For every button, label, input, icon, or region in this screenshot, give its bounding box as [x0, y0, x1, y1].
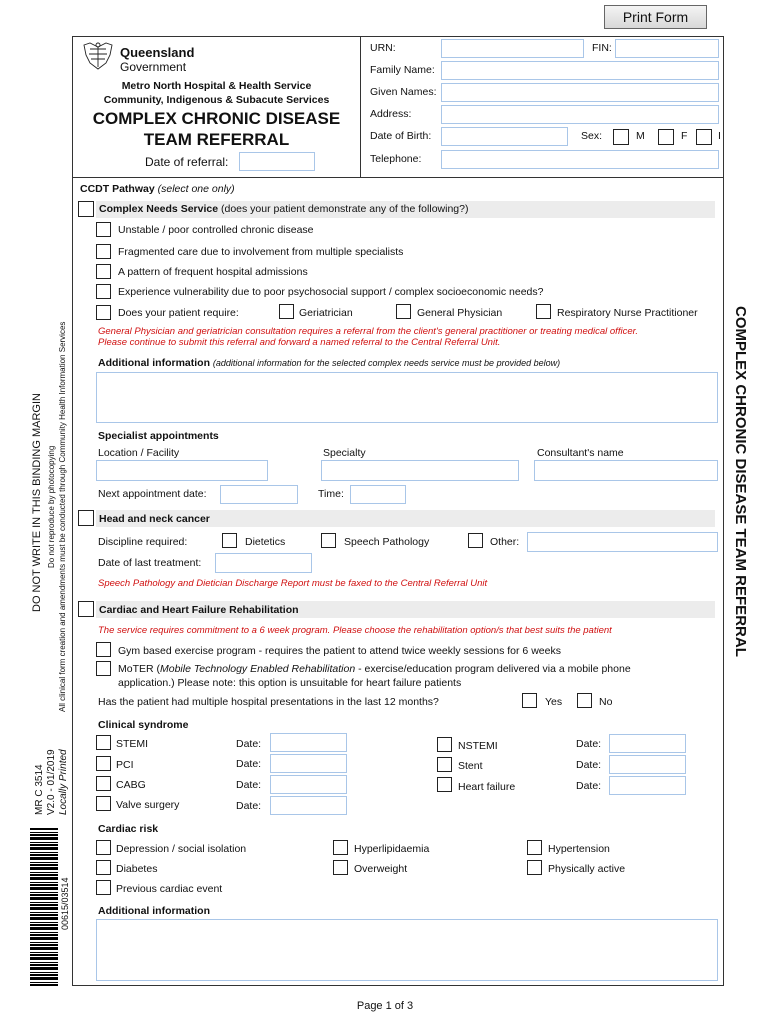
risk-checkbox[interactable]: [96, 880, 111, 895]
date-label: Date:: [576, 759, 602, 771]
complex-item-checkbox[interactable]: [96, 244, 111, 259]
urn-field[interactable]: [441, 39, 584, 58]
risk-checkbox[interactable]: [527, 840, 542, 855]
sex-f-label: F: [681, 130, 688, 142]
header-divider: [72, 177, 724, 178]
sex-m-checkbox[interactable]: [613, 129, 629, 145]
syndrome-checkbox[interactable]: [96, 776, 111, 791]
complex-item-checkbox[interactable]: [96, 222, 111, 237]
consultant-label: Consultant's name: [537, 447, 624, 459]
address-label: Address:: [370, 108, 412, 120]
complex-needs-title: Complex Needs Service (does your patient demonstrate any of the following?): [99, 203, 469, 215]
risk-checkbox[interactable]: [527, 860, 542, 875]
cardiac-risk-heading: Cardiac risk: [98, 823, 159, 835]
complex-needs-checkbox[interactable]: [78, 201, 94, 217]
complex-note-1: General Physician and geriatrician consultation requires a referral from the client's general practitioner or treating medical officer.: [98, 326, 639, 337]
general-physician-checkbox[interactable]: [396, 304, 411, 319]
syndrome-label: Valve surgery: [116, 799, 180, 811]
clinical-syndrome-heading: Clinical syndrome: [98, 719, 189, 731]
date-label: Date:: [236, 800, 262, 812]
gym-checkbox[interactable]: [96, 642, 111, 657]
moter-checkbox[interactable]: [96, 661, 111, 676]
date-label: Date:: [576, 780, 602, 792]
risk-label: Overweight: [354, 863, 408, 875]
risk-checkbox[interactable]: [96, 840, 111, 855]
complex-addinfo-label: Additional information (additional information for the selected complex needs service must be provided below): [98, 357, 561, 369]
form-code: MR C 3514: [34, 764, 45, 815]
complex-item: Unstable / poor controlled chronic disease: [118, 224, 314, 236]
form-version: V2.0 - 01/2019: [46, 749, 57, 815]
geriatrician-checkbox[interactable]: [279, 304, 294, 319]
syndrome-date-field[interactable]: [609, 734, 686, 753]
risk-checkbox[interactable]: [333, 860, 348, 875]
telephone-label: Telephone:: [370, 153, 422, 165]
respiratory-np-checkbox[interactable]: [536, 304, 551, 319]
risk-label: Previous cardiac event: [116, 883, 223, 895]
date-label: Date:: [576, 738, 602, 750]
time-field[interactable]: [350, 485, 406, 504]
location-label: Location / Facility: [98, 447, 180, 459]
yes-label: Yes: [545, 696, 563, 708]
sex-i-label: I: [718, 130, 721, 142]
dob-field[interactable]: [441, 127, 568, 146]
family-name-label: Family Name:: [370, 64, 435, 76]
complex-note-2: Please continue to submit this referral and forward a named referral to the Central Referral Unit.: [98, 337, 501, 348]
next-appointment-field[interactable]: [220, 485, 298, 504]
risk-checkbox[interactable]: [333, 840, 348, 855]
yes-checkbox[interactable]: [522, 693, 537, 708]
telephone-field[interactable]: [441, 150, 719, 169]
address-field[interactable]: [441, 105, 719, 124]
barcode-number: 00615/03514: [60, 877, 70, 930]
sex-f-checkbox[interactable]: [658, 129, 674, 145]
org-queensland: Queensland: [120, 45, 195, 60]
syndrome-checkbox[interactable]: [96, 735, 111, 750]
complex-addinfo-field[interactable]: [96, 372, 718, 423]
syndrome-label: Stent: [458, 760, 483, 772]
dietetics-label: Dietetics: [245, 536, 286, 548]
ccdt-heading: CCDT Pathway (select one only): [80, 183, 235, 195]
other-label: Other:: [490, 536, 520, 548]
cardiac-title: Cardiac and Heart Failure Rehabilitation: [99, 604, 299, 616]
date-of-referral-field[interactable]: [239, 152, 315, 171]
sex-m-label: M: [636, 130, 645, 142]
date-label: Date:: [236, 758, 262, 770]
complex-require-label: Does your patient require:: [118, 307, 239, 319]
queensland-crest-icon: [80, 41, 116, 73]
locally-printed: Locally Printed: [58, 749, 69, 815]
given-names-label: Given Names:: [370, 86, 437, 98]
complex-item: Fragmented care due to involvement from multiple specialists: [118, 246, 404, 258]
other-checkbox[interactable]: [468, 533, 483, 548]
date-label: Date:: [236, 779, 262, 791]
syndrome-label: CABG: [116, 779, 146, 791]
syndrome-date-field[interactable]: [270, 775, 347, 794]
syndrome-checkbox[interactable]: [96, 796, 111, 811]
side-title: COMPLEX CHRONIC DISEASE TEAM REFERRAL: [732, 306, 749, 657]
next-appointment-label: Next appointment date:: [98, 488, 207, 500]
complex-require-checkbox[interactable]: [96, 305, 111, 320]
complex-item: Experience vulnerability due to poor psychosocial support / complex socioeconomic needs?: [118, 286, 544, 298]
cardiac-addinfo-label: Additional information: [98, 905, 210, 917]
org-government: Government: [120, 60, 187, 74]
time-label: Time:: [318, 488, 344, 500]
amendments-text: All clinical form creation and amendments must be conducted through Community Health Information Services: [58, 321, 67, 712]
risk-label: Diabetes: [116, 863, 158, 875]
syndrome-label: STEMI: [116, 738, 149, 750]
date-label: Date:: [236, 738, 262, 750]
other-field[interactable]: [527, 532, 718, 552]
head-neck-checkbox[interactable]: [78, 510, 94, 526]
risk-label: Hypertension: [548, 843, 610, 855]
consultant-field[interactable]: [534, 460, 718, 481]
speech-pathology-label: Speech Pathology: [344, 536, 430, 548]
syndrome-checkbox[interactable]: [96, 756, 111, 771]
form-title-line2: TEAM REFERRAL: [143, 130, 290, 149]
risk-label: Hyperlipidaemia: [354, 843, 430, 855]
cardiac-note: The service requires commitment to a 6 week program. Please choose the rehabilitation option/s that best suits the patient: [98, 625, 612, 636]
discipline-label: Discipline required:: [98, 536, 188, 548]
cardiac-addinfo-field[interactable]: [96, 919, 718, 981]
syndrome-date-field[interactable]: [270, 754, 347, 773]
page-number: Page 1 of 3: [356, 1000, 414, 1012]
speech-pathology-checkbox[interactable]: [321, 533, 336, 548]
fin-label: FIN:: [592, 42, 612, 54]
risk-checkbox[interactable]: [96, 860, 111, 875]
date-of-referral-label: Date of referral:: [145, 155, 229, 169]
services-name: Community, Indigenous & Subacute Services: [103, 94, 330, 106]
syndrome-date-field[interactable]: [609, 755, 686, 774]
specialty-label: Specialty: [323, 447, 366, 459]
urn-label: URN:: [370, 42, 396, 54]
dietetics-checkbox[interactable]: [222, 533, 237, 548]
print-form-button[interactable]: Print Form: [604, 5, 707, 29]
form-title-line1: COMPLEX CHRONIC DISEASE: [92, 109, 341, 128]
sex-label: Sex:: [581, 130, 603, 142]
location-field[interactable]: [96, 460, 268, 481]
complex-item-checkbox[interactable]: [96, 264, 111, 279]
risk-label: Physically active: [548, 863, 626, 875]
syndrome-date-field[interactable]: [270, 733, 347, 752]
last-treatment-label: Date of last treatment:: [98, 557, 202, 569]
no-label: No: [599, 696, 613, 708]
syndrome-checkbox[interactable]: [437, 757, 452, 772]
family-name-field[interactable]: [441, 61, 719, 80]
cardiac-checkbox[interactable]: [78, 601, 94, 617]
multi-presentations-label: Has the patient had multiple hospital presentations in the last 12 months?: [98, 696, 439, 708]
fin-field[interactable]: [615, 39, 719, 58]
geriatrician-label: Geriatrician: [299, 307, 353, 319]
hospital-name: Metro North Hospital & Health Service: [121, 80, 312, 92]
syndrome-label: Heart failure: [458, 781, 516, 793]
dob-label: Date of Birth:: [370, 130, 432, 142]
moter-label-2: application.) Please note: this option is unsuitable for heart failure patients: [118, 677, 462, 689]
complex-item-checkbox[interactable]: [96, 284, 111, 299]
general-physician-label: General Physician: [417, 307, 503, 319]
risk-label: Depression / social isolation: [116, 843, 247, 855]
no-checkbox[interactable]: [577, 693, 592, 708]
syndrome-checkbox[interactable]: [437, 737, 452, 752]
specialist-heading: Specialist appointments: [98, 430, 219, 442]
syndrome-label: PCI: [116, 759, 134, 771]
syndrome-label: NSTEMI: [458, 740, 498, 752]
complex-item: A pattern of frequent hospital admissions: [118, 266, 308, 278]
last-treatment-field[interactable]: [215, 553, 312, 573]
syndrome-date-field[interactable]: [270, 796, 347, 815]
specialty-field[interactable]: [321, 460, 519, 481]
syndrome-checkbox[interactable]: [437, 777, 452, 792]
respiratory-np-label: Respiratory Nurse Practitioner: [557, 307, 698, 319]
gym-label: Gym based exercise program - requires the patient to attend twice weekly sessions for 6 weeks: [118, 645, 561, 657]
given-names-field[interactable]: [441, 83, 719, 102]
photocopy-text: Do not reproduce by photocopying: [47, 445, 56, 568]
headneck-note: Speech Pathology and Dietician Discharge Report must be faxed to the Central Referral Unit: [98, 578, 488, 589]
sex-i-checkbox[interactable]: [696, 129, 712, 145]
moter-label: MoTER (Mobile Technology Enabled Rehabilitation - exercise/education program delivered via a mobile phone: [118, 663, 631, 675]
binding-margin-text: DO NOT WRITE IN THIS BINDING MARGIN: [31, 393, 43, 612]
head-neck-title: Head and neck cancer: [99, 513, 210, 525]
barcode-icon: [30, 828, 58, 986]
syndrome-date-field[interactable]: [609, 776, 686, 795]
